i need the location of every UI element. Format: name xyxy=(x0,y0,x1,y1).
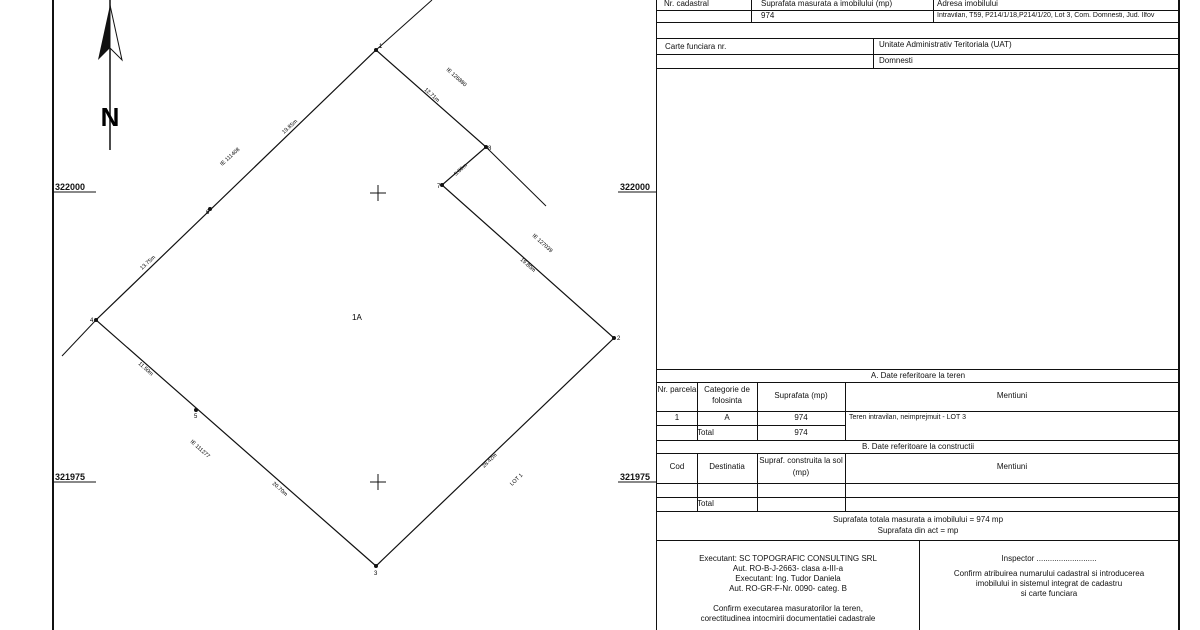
point-label: 6 xyxy=(206,210,210,216)
coord-label: 321975 xyxy=(620,472,651,482)
executant-aut1: Aut. RO-B-J-2663- clasa a-III-a xyxy=(732,564,844,573)
col-suprafata: Suprafata (mp) xyxy=(774,391,828,400)
adresa-value: Intravilan, T59, P214/1/18,P214/1/20, Lot 3, Com. Domnesti, Jud. Ilfov xyxy=(937,12,1155,19)
row-mentiuni: Teren intravilan, neimprejmuit - LOT 3 xyxy=(849,414,966,421)
inspector-text1: Confirm atribuirea numarului cadastral si introducerea xyxy=(953,569,1145,578)
neighbor-label: IE 126880 xyxy=(444,67,468,89)
neighbor-label: IE 111408 xyxy=(219,146,242,168)
constructii-total-label: Total xyxy=(697,499,714,508)
executant-confirm2: corectitudinea intocmirii documentatiei cadastrale xyxy=(700,614,876,623)
lot-label: LOT 1 xyxy=(509,472,525,488)
row-categorie: A xyxy=(724,413,730,422)
teren-total-label: Total xyxy=(697,428,714,437)
adresa-label: Adresa imobilului xyxy=(937,0,998,8)
col-mentiuni-b: Mentiuni xyxy=(996,462,1028,471)
point-label: 8 xyxy=(488,146,492,152)
uat-value: Domnesti xyxy=(879,56,913,65)
col-categorie: Categorie de folosinta xyxy=(704,385,750,405)
col-supraf-construita: Supraf. construita la sol (mp) xyxy=(759,456,843,477)
coord-label: 321975 xyxy=(55,472,86,482)
col-destinatia: Destinatia xyxy=(709,462,745,471)
point-label: 2 xyxy=(617,336,621,342)
coord-label: 322000 xyxy=(620,182,651,192)
segment-label: 28.42m xyxy=(481,452,499,470)
col-mentiuni: Mentiuni xyxy=(996,391,1028,400)
neighbor-line xyxy=(376,0,432,50)
col-cod: Cod xyxy=(669,462,685,471)
neighbor-line xyxy=(486,147,546,206)
segment-label: 19.80m xyxy=(518,257,537,274)
executant-confirm1: Confirm executarea masuratorilor la teren, xyxy=(713,604,863,613)
segment-label: 13.75m xyxy=(139,254,157,272)
grid-cross-marks xyxy=(370,185,386,490)
nr-cadastral-label: Nr. cadastral xyxy=(664,0,709,8)
neighbor-line xyxy=(62,320,96,356)
point-label: 4 xyxy=(90,318,94,324)
segment-label: 11.50m xyxy=(136,361,155,378)
coord-label: 322000 xyxy=(55,182,86,192)
row-suprafata: 974 xyxy=(794,413,808,422)
executant-aut2: Aut. RO-GR-F-Nr. 0090- categ. B xyxy=(729,584,847,593)
segment-label: 20.70m xyxy=(270,481,289,498)
neighbor-label: IE 127039 xyxy=(530,233,554,255)
summary-act: Suprafata din act = mp xyxy=(877,526,959,535)
point-label: 1 xyxy=(379,44,383,50)
inspector-text3: si carte funciara xyxy=(1020,589,1078,598)
executant-person: Executant: Ing. Tudor Daniela xyxy=(735,574,841,583)
neighbor-label: IE 111277 xyxy=(188,439,211,460)
inspector-label: Inspector ........................... xyxy=(1001,554,1097,563)
point-label: 7 xyxy=(437,184,441,190)
north-label: N xyxy=(100,102,120,132)
row-nr-parcela: 1 xyxy=(674,413,680,422)
executant-company: Executant: SC TOPOGRAFIC CONSULTING SRL xyxy=(699,554,877,563)
constructii-section-title: B. Date referitoare la constructii xyxy=(861,442,975,451)
suprafata-label: Suprafata masurata a imobilului (mp) xyxy=(761,0,893,8)
col-nr-parcela: Nr. parcela xyxy=(657,385,697,394)
point-label: 3 xyxy=(374,571,378,577)
parcel-label: 1A xyxy=(352,313,362,322)
segment-label: 12.71m xyxy=(422,87,441,104)
point-label: 5 xyxy=(194,414,198,420)
segment-label: 5.00m xyxy=(453,162,469,178)
cadastral-table-panel xyxy=(656,0,1179,630)
teren-total-value: 974 xyxy=(794,428,808,437)
teren-section-title: A. Date referitoare la teren xyxy=(870,371,966,380)
suprafata-value: 974 xyxy=(761,11,775,20)
summary-total: Suprafata totala masurata a imobilului = 974 mp xyxy=(832,515,1004,524)
carte-funciara-label: Carte funciara nr. xyxy=(665,42,727,51)
segment-label: 19.85m xyxy=(281,118,299,136)
parcel-boundary xyxy=(96,50,614,566)
uat-label: Unitate Administrativ Teritoriala (UAT) xyxy=(879,40,1012,49)
parcel-vertices xyxy=(94,48,616,568)
inspector-text2: imobilului in sistemul integrat de cadastru xyxy=(975,579,1123,588)
